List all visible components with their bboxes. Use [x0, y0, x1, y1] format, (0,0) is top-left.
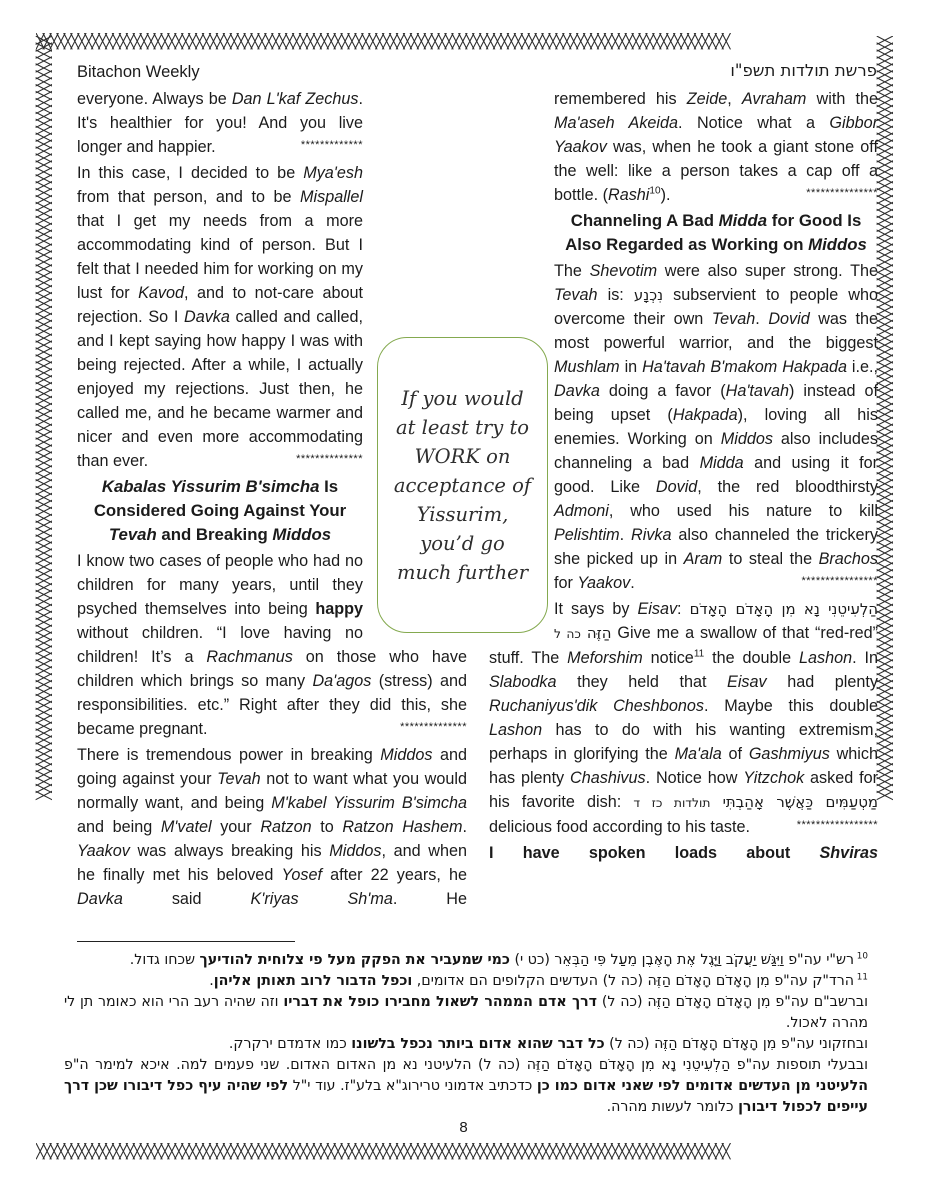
italic-text: Aram	[683, 550, 723, 568]
footnote: $^{10}$ רש"י עה"פ וַיִּגַּשׁ יַעֲקֹב וַיָּגֶל אֶת הָאֶבֶן מֵעַל פִּי הַבְּאֵר (כט י) כמי שמעביר את הפקק מעל פי צלוחית להודיעך שכחו גדול.	[129, 951, 868, 968]
page-number: 8	[459, 1119, 468, 1136]
decorative-border-top: ╳╳╳╳╳╳╳╳╳╳╳╳╳╳╳╳╳╳╳╳╳╳╳╳╳╳╳╳╳╳╳╳╳╳╳╳╳╳╳╳╳╳╳╳╳╳╳╳╳╳╳╳╳╳╳╳╳╳╳╳╳╳╳╳╳╳╳╳╳╳╳╳╳╳╳╳╳╳╳╳╳╳╳╳╳╳╳╳╳╳╳╳╳╳╳╳╳╳╳╳	[36, 34, 729, 50]
italic-text: Zeide	[686, 90, 728, 108]
italic-text: Eisav	[727, 673, 767, 691]
italic-text: Yosef	[281, 866, 322, 884]
italic-text: Yitzchok	[743, 769, 805, 787]
hebrew-text: הַלְעִיטֵנִי נָא מִן הָאָדֹם הָאָדֹם הַזֶּה	[586, 600, 879, 642]
newsletter-title: Bitachon Weekly	[77, 63, 200, 81]
italic-text: Dovid	[768, 310, 810, 328]
separator-stars: **************	[400, 721, 467, 733]
italic-text: Ma'aseh Akeida	[554, 114, 679, 132]
italic-text: Ma'ala	[674, 745, 722, 763]
paragraph: There is tremendous power in breaking Middos and going against your Tevah not to want what you would normally want, and being M'kabel Yissurim B'simcha and being M'vatel your Ratzon to Ratzon Hashem. Yaakov was always breaking his Middos, and when he finally met his beloved Yosef after 22 years, he Davka said K'riyas Sh'ma. He	[77, 746, 467, 908]
italic-text: Rashi	[608, 186, 650, 204]
italic-text: Meforshim	[567, 649, 643, 667]
italic-text: Dovid	[655, 478, 698, 496]
bold-text: הלעיטני מן העדשים אדומים לפי שאני אדום כמו כן	[536, 1078, 868, 1094]
bold-text: Channeling A Bad	[570, 211, 719, 230]
footnote-reference: 11	[693, 648, 705, 660]
italic-text: Eisav	[637, 600, 678, 618]
bold-text: כמי שמעביר את הפקק מעל פי צלוחית להודיעך	[199, 952, 510, 968]
italic-text: Ha'tavah	[725, 382, 790, 400]
italic-text: Middos	[380, 746, 433, 764]
paragraph: remembered his Zeide, Avraham with the Ma'aseh Akeida. Notice what a Gibbor Yaakov was, when he took a giant stone off the well: like a person takes a cap off a bottle. (Rashi$^{10}$). ***************	[554, 90, 878, 204]
paragraph: everyone. Always be Dan L'kaf Zechus. It's healthier for you! And you live longer and happier. *************	[77, 90, 363, 156]
italic-text: Davka	[184, 308, 230, 326]
bold-text: וכפל הדבור לרוב תאותן אליהן	[213, 973, 413, 989]
pull-quote-text: If you would at least try to WORK on acceptance of Yissurim, you’d go much further	[393, 386, 532, 584]
italic-text: Middos	[720, 430, 773, 448]
hebrew-text: מַטְעַמִּים כַּאֲשֶׁר אָהַבְתִּי	[722, 793, 879, 811]
paragraph: ובבעלי תוספות עה"פ הַלְעִיטֵנִי נָא מִן הָאָדֹם הָאָדֹם הַזֶּה (כה ל) הלעיטני נא מן האדום האדום. שני פעמים למה. איכא למימר ה"פ הלעיטני מן העדשים אדומים לפי שאני אדום כמו כן כדכתיב אדמוני טרירוג"א בלע"ז. עוד י"ל לפי שהיה עיף כפל דיבורו שכן דרך עייפים לכפול דיבורן כלומר לעשות מהרה.	[64, 1057, 868, 1115]
italic-text: Rachmanus	[206, 648, 293, 666]
italic-text: Hakpada	[672, 406, 738, 424]
paragraph: In this case, I decided to be Mya'esh from that person, and to be Mispallel that I get my needs from a more accommodating kind of person. But I felt that I needed him for working on my lust for Kavod, and to not-care about rejection. So I Davka called and called, and I kept saying how happy I was with being rejected. After a while, I actually enjoyed my rejections. Just then, he called me, and he became warmer and nicer and even more accommodating than ever. **************	[77, 164, 364, 470]
italic-text: M'kabel Yissurim B'simcha	[271, 794, 467, 812]
italic-text: Dan L'kaf Zechus	[231, 90, 359, 108]
bold-italic-text: Shviras	[819, 844, 878, 862]
paragraph: The Shevotim were also super strong. The Tevah is: נִכְנָע subservient to people who overcome their own Tevah. Dovid was the most powerful warrior, and the biggest Mushlam in Ha'tavah B'makom Hakpada i.e., Davka doing a favor (Ha'tavah) instead of being upset (Hakpada), loving all his enemies. Working on Middos also includes channeling a bad Midda and using it for good. Like Dovid, the red bloodthirsty Admoni, who used his nature to kill Pelishtim. Rivka also channeled the trickery she picked up in Aram to steal the Brachos for Yaakov. ****************	[554, 262, 879, 592]
hebrew-text: נִכְנָע	[633, 286, 664, 304]
bold-text: I have spoken loads about	[489, 844, 820, 862]
paragraph: It says by Eisav: הַלְעִיטֵנִי נָא מִן הָאָדֹם הָאָדֹם הַזֶּה כה ל Give me a swallow of that “red-red” stuff. The Meforshim notice$^{11}$ the double Lashon. In Slabodka they held that Eisav had plenty Ruchaniyus'dik Cheshbonos. Maybe this double Lashon has to do with his wanting extremism, perhaps in glorifying the Ma'ala of Gashmiyus which has plenty Chashivus. Notice how Yitzchok asked for his favorite dish: מַטְעַמִּים כַּאֲשֶׁר אָהַבְתִּי תולדות כז ד delicious food according to his taste. *****************	[489, 600, 879, 836]
bold-italic-text: Midda	[718, 211, 768, 230]
bold-text: Is Considered Going Against Your	[93, 477, 347, 520]
italic-text: Brachos	[818, 550, 878, 568]
bold-italic-text: Kabalas Yissurim B'simcha	[101, 477, 320, 496]
decorative-border-bottom: ╳╳╳╳╳╳╳╳╳╳╳╳╳╳╳╳╳╳╳╳╳╳╳╳╳╳╳╳╳╳╳╳╳╳╳╳╳╳╳╳╳╳╳╳╳╳╳╳╳╳╳╳╳╳╳╳╳╳╳╳╳╳╳╳╳╳╳╳╳╳╳╳╳╳╳╳╳╳╳╳╳╳╳╳╳╳╳╳╳╳╳╳╳╳╳╳╳╳╳╳	[36, 1144, 729, 1160]
separator-stars: ****************	[801, 575, 878, 587]
italic-text: Tevah	[554, 286, 598, 304]
italic-text: Middos	[329, 842, 382, 860]
paragraph	[489, 841, 878, 865]
italic-text: Mushlam	[554, 358, 620, 376]
bold-text: לפי שהיה עיף כפל דיבורו שכן דרך עייפים לכפול דיבורן	[64, 1078, 868, 1115]
section-heading	[489, 209, 878, 257]
hebrew-citation: כה ל	[554, 627, 581, 641]
italic-text: Lashon	[799, 649, 853, 667]
parsha-title-hebrew: פרשת תולדות תשפ"ו	[730, 61, 877, 80]
italic-text: Da'agos	[312, 672, 372, 690]
bold-text: happy	[315, 600, 363, 618]
italic-text: K'riyas Sh'ma	[250, 890, 393, 908]
separator-stars: *************	[300, 139, 363, 151]
italic-text: Chashivus	[570, 769, 646, 787]
italic-text: Admoni	[554, 502, 609, 520]
bold-italic-text: Middos	[808, 235, 867, 254]
italic-text: M'vatel	[160, 818, 212, 836]
footnote-reference: 10	[649, 185, 661, 197]
italic-text: Gashmiyus	[748, 745, 830, 763]
italic-text: Tevah	[217, 770, 261, 788]
separator-stars: ***************	[806, 187, 878, 199]
decorative-border-right: ╳╳╳╳╳╳╳╳╳╳╳╳╳╳╳╳╳╳╳╳╳╳╳╳╳╳╳╳╳╳╳╳╳╳╳╳╳╳╳╳╳╳╳╳╳╳╳╳╳╳╳╳╳╳╳╳╳╳╳╳╳╳╳╳╳╳╳╳╳╳╳╳╳╳╳╳╳╳╳╳╳╳╳╳╳╳╳╳╳╳╳╳╳╳╳╳╳╳╳╳╳╳╳╳╳╳╳╳╳╳	[876, 36, 892, 799]
paragraph: I know two cases of people who had no children for many years, until they psyched themselves into being happy without children. “I love having no children! It’s a Rachmanus on those who have children which brings so many Da'agos (stress) and responsibilities. etc.” Right after they did this, she became pregnant. **************	[77, 552, 467, 738]
italic-text: Tevah	[711, 310, 756, 328]
italic-text: Rivka	[631, 526, 672, 544]
italic-text: Avraham	[741, 90, 807, 108]
italic-text: Ha'tavah B'makom Hakpada	[642, 358, 847, 376]
italic-text: Mya'esh	[303, 164, 363, 182]
footnote: $^{11}$ הרד"ק עה"פ מִן הָאָדֹם הָאָדֹם הַזֶּה (כה ל) העדשים הקלופים הם אדומים, וכפל הדבור לרוב תאותן אליהן.	[209, 972, 868, 989]
bold-text: כל דבר שהוא אדום ביותר נכפל בלשונו	[351, 1036, 605, 1052]
italic-text: Mispallel	[300, 188, 363, 206]
italic-text: Pelishtim	[554, 526, 620, 544]
italic-text: Davka	[77, 890, 123, 908]
bold-italic-text: Middos	[272, 525, 332, 544]
separator-stars: *****************	[796, 819, 878, 831]
italic-text: Ruchaniyus'dik Cheshbonos	[489, 697, 704, 715]
italic-text: Yaakov	[577, 574, 631, 592]
paragraph: וברשב"ם עה"פ מִן הָאָדֹם הָאָדֹם הַזֶּה (כה ל) דרך אדם הממהר לשאול מחבירו כופל את דבריו וזה שהיה רעב הרי הוא כאומר תן לי מהרה לאכול.	[64, 994, 868, 1031]
pull-quote-box	[377, 337, 548, 633]
italic-text: Shevotim	[589, 262, 658, 280]
italic-text: Lashon	[489, 721, 543, 739]
italic-text: Kavod	[138, 284, 185, 302]
paragraph: ובחזקוני עה"פ מִן הָאָדֹם הָאָדֹם הַזֶּה (כה ל) כל דבר שהוא אדום ביותר נכפל בלשונו כמו אדמדם ירקרק.	[228, 1036, 868, 1052]
italic-text: Slabodka	[489, 673, 557, 691]
footnote-separator-line	[77, 941, 295, 942]
bold-text: and Breaking	[156, 525, 273, 544]
italic-text: Davka	[554, 382, 600, 400]
footnote-number: 11	[854, 972, 868, 983]
bold-text: דרך אדם הממהר לשאול מחבירו כופל את דבריו	[283, 994, 598, 1010]
bold-text: for Good Is Also Regarded as Working on	[565, 211, 862, 254]
italic-text: Ratzon Hashem	[342, 818, 463, 836]
decorative-border-left: ╳╳╳╳╳╳╳╳╳╳╳╳╳╳╳╳╳╳╳╳╳╳╳╳╳╳╳╳╳╳╳╳╳╳╳╳╳╳╳╳╳╳╳╳╳╳╳╳╳╳╳╳╳╳╳╳╳╳╳╳╳╳╳╳╳╳╳╳╳╳╳╳╳╳╳╳╳╳╳╳╳╳╳╳╳╳╳╳╳╳╳╳╳╳╳╳╳╳╳╳╳╳╳╳╳╳╳╳╳╳	[35, 36, 51, 799]
bold-italic-text: Tevah	[108, 525, 157, 544]
separator-stars: **************	[296, 453, 363, 465]
italic-text: Yaakov	[77, 842, 130, 860]
italic-text: Midda	[699, 454, 744, 472]
hebrew-citation: תולדות כז ד	[633, 796, 711, 810]
italic-text: Gibbor Yaakov	[554, 114, 878, 156]
footnotes-section	[64, 950, 868, 1118]
footnote-number: 10	[854, 951, 868, 962]
italic-text: Ratzon	[260, 818, 312, 836]
